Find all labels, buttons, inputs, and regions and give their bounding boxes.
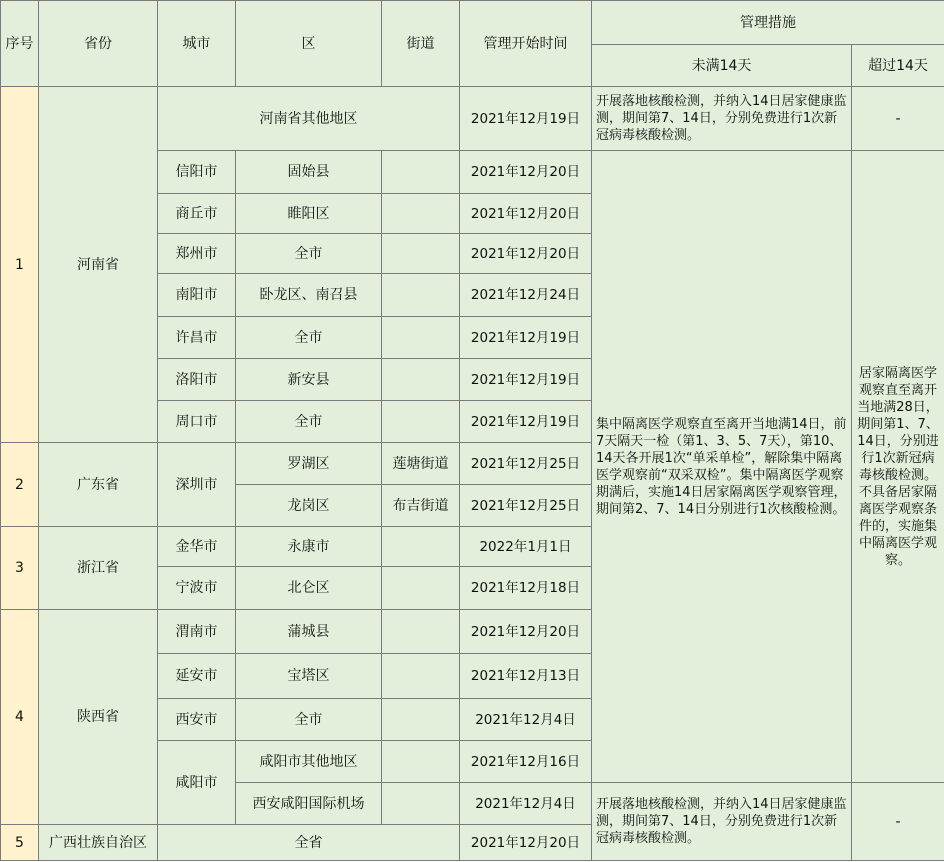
district-cell: 睢阳区 [236, 194, 382, 234]
measure-home-monitor: 开展落地核酸检测，并纳入14日居家健康监测，期间第7、14日，分别免费进行1次新冠病毒核酸检测。 [592, 87, 852, 151]
header-measures: 管理措施 [592, 1, 944, 45]
date-cell: 2021年12月13日 [460, 654, 592, 699]
date-cell: 2022年1月1日 [460, 527, 592, 567]
street-cell [382, 401, 460, 443]
district-cell: 龙岗区 [236, 485, 382, 527]
date-cell: 2021年12月20日 [460, 825, 592, 861]
street-cell [382, 317, 460, 359]
province-cell: 陕西省 [39, 610, 158, 825]
date-cell: 2021年12月25日 [460, 443, 592, 485]
header-over-14-days: 超过14天 [852, 45, 944, 87]
province-cell: 广东省 [39, 443, 158, 527]
province-cell: 河南省 [39, 87, 158, 443]
city-cell: 许昌市 [158, 317, 236, 359]
street-cell [382, 783, 460, 825]
region-cell: 全省 [158, 825, 460, 861]
date-cell: 2021年12月24日 [460, 274, 592, 317]
district-cell: 罗湖区 [236, 443, 382, 485]
province-cell: 浙江省 [39, 527, 158, 610]
city-cell: 深圳市 [158, 443, 236, 527]
date-cell: 2021年12月4日 [460, 783, 592, 825]
district-cell: 全市 [236, 317, 382, 359]
street-cell: 布吉街道 [382, 485, 460, 527]
date-cell: 2021年12月4日 [460, 699, 592, 741]
street-cell [382, 234, 460, 274]
header-street: 街道 [382, 1, 460, 87]
street-cell [382, 610, 460, 654]
district-cell: 永康市 [236, 527, 382, 567]
seq-cell: 5 [1, 825, 39, 861]
header-seq: 序号 [1, 1, 39, 87]
date-cell: 2021年12月19日 [460, 87, 592, 151]
measure-home-isolation: 居家隔离医学观察直至离开当地满28日，期间第1、7、14日，分别进行1次新冠病毒核酸检测。不具备居家隔离医学观察条件的，实施集中隔离医学观察。 [852, 151, 944, 783]
city-cell: 商丘市 [158, 194, 236, 234]
measure-central-isolation: 集中隔离医学观察直至离开当地满14日，前7天隔天一检（第1、3、5、7天），第10、14天各开展1次“单采单检”，解除集中隔离医学观察前“双采双检”。集中隔离医学观察期满后，实施14日居家隔离医学观察管理，期间第2、7、14日分别进行1次核酸检测。 [592, 151, 852, 783]
district-cell: 固始县 [236, 151, 382, 194]
district-cell: 宝塔区 [236, 654, 382, 699]
date-cell: 2021年12月20日 [460, 194, 592, 234]
street-cell [382, 359, 460, 401]
street-cell [382, 654, 460, 699]
measure-home-monitor: 开展落地核酸检测，并纳入14日居家健康监测，期间第7、14日，分别免费进行1次新冠病毒核酸检测。 [592, 783, 852, 861]
measure-dash: - [852, 783, 944, 861]
date-cell: 2021年12月18日 [460, 567, 592, 610]
district-cell: 卧龙区、南召县 [236, 274, 382, 317]
header-city: 城市 [158, 1, 236, 87]
city-cell: 金华市 [158, 527, 236, 567]
city-cell: 西安市 [158, 699, 236, 741]
street-cell [382, 151, 460, 194]
street-cell [382, 567, 460, 610]
district-cell: 西安咸阳国际机场 [236, 783, 382, 825]
header-start-time: 管理开始时间 [460, 1, 592, 87]
street-cell: 莲塘街道 [382, 443, 460, 485]
street-cell [382, 274, 460, 317]
district-cell: 蒲城县 [236, 610, 382, 654]
district-cell: 全市 [236, 234, 382, 274]
date-cell: 2021年12月19日 [460, 359, 592, 401]
province-cell: 广西壮族自治区 [39, 825, 158, 861]
city-cell: 渭南市 [158, 610, 236, 654]
date-cell: 2021年12月20日 [460, 610, 592, 654]
city-cell: 宁波市 [158, 567, 236, 610]
city-cell: 南阳市 [158, 274, 236, 317]
date-cell: 2021年12月16日 [460, 741, 592, 783]
street-cell [382, 527, 460, 567]
header-district: 区 [236, 1, 382, 87]
district-cell: 新安县 [236, 359, 382, 401]
street-cell [382, 699, 460, 741]
seq-cell: 4 [1, 610, 39, 825]
date-cell: 2021年12月20日 [460, 234, 592, 274]
city-cell: 延安市 [158, 654, 236, 699]
header-province: 省份 [39, 1, 158, 87]
date-cell: 2021年12月19日 [460, 401, 592, 443]
measure-dash: - [852, 87, 944, 151]
header-under-14-days: 未满14天 [592, 45, 852, 87]
district-cell: 咸阳市其他地区 [236, 741, 382, 783]
city-cell: 郑州市 [158, 234, 236, 274]
seq-cell: 3 [1, 527, 39, 610]
city-cell: 咸阳市 [158, 741, 236, 825]
date-cell: 2021年12月19日 [460, 317, 592, 359]
city-cell: 周口市 [158, 401, 236, 443]
seq-cell: 1 [1, 87, 39, 443]
date-cell: 2021年12月20日 [460, 151, 592, 194]
street-cell [382, 194, 460, 234]
city-cell: 信阳市 [158, 151, 236, 194]
city-cell: 洛阳市 [158, 359, 236, 401]
date-cell: 2021年12月25日 [460, 485, 592, 527]
region-cell: 河南省其他地区 [158, 87, 460, 151]
district-cell: 全市 [236, 699, 382, 741]
seq-cell: 2 [1, 443, 39, 527]
district-cell: 北仑区 [236, 567, 382, 610]
district-cell: 全市 [236, 401, 382, 443]
street-cell [382, 741, 460, 783]
